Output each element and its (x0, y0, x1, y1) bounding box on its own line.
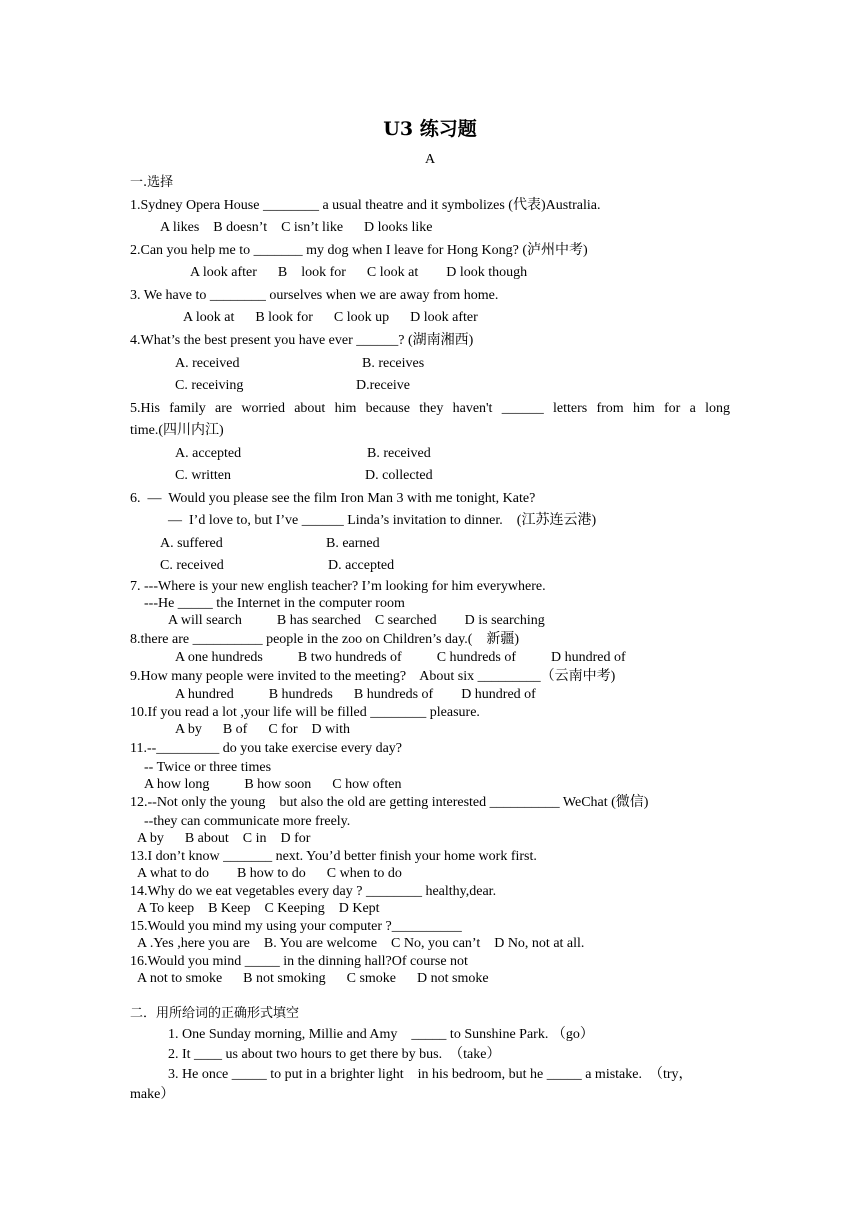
fill-question-2: 2. It ____ us about two hours to get there by bus. （take） (168, 1047, 501, 1062)
question-5-line-2: time.(四川内江) (130, 423, 224, 438)
question-7-line-2: ---He _____ the Internet in the computer room (144, 596, 405, 611)
question-9-options: A hundred B hundreds B hundreds of D hundred of (175, 687, 536, 702)
question-8-options: A one hundreds B two hundreds of C hundreds of D hundred of (175, 650, 626, 665)
fill-question-3-line-2: make） (130, 1087, 175, 1102)
fill-question-1: 1. One Sunday morning, Millie and Amy _____ to Sunshine Park. （go） (168, 1027, 594, 1042)
question-4: 4.What’s the best present you have ever ______? (湖南湘西) (130, 333, 474, 348)
question-6-line-2: — I’d love to, but I’ve ______ Linda’s invitation to dinner. (江苏连云港) (168, 513, 597, 528)
question-12-line-2: --they can communicate more freely. (144, 814, 351, 829)
question-7-line-1: 7. ---Where is your new english teacher? I’m looking for him everywhere. (130, 579, 546, 594)
question-13-options: A what to do B how to do C when to do (137, 866, 402, 881)
question-10-options: A by B of C for D with (175, 722, 350, 737)
question-14: 14.Why do we eat vegetables every day ? ________ healthy,dear. (130, 884, 497, 899)
fill-question-3-line-1: 3. He once _____ to put in a brighter light in his bedroom, but he _____ a mistake. （try， (168, 1067, 693, 1082)
question-6-option-d: D. accepted (328, 558, 395, 573)
question-3-options: A look at B look for C look up D look after (183, 310, 478, 325)
section-heading-fill-in: 二．用所给词的正确形式填空 (130, 1006, 300, 1021)
page-title: U3 练习题 (383, 118, 477, 140)
question-8: 8.there are __________ people in the zoo on Children’s day.( 新疆) (130, 632, 520, 647)
question-1: 1.Sydney Opera House ________ a usual theatre and it symbolizes (代表)Australia. (130, 198, 601, 213)
question-12-line-1: 12.--Not only the young but also the old are getting interested __________ WeChat (微信) (130, 795, 649, 810)
question-4-option-b: B. receives (362, 356, 425, 371)
question-11-line-2: -- Twice or three times (144, 760, 272, 775)
question-6-option-c: C. received (160, 558, 224, 573)
question-6-line-1: 6. — Would you please see the film Iron Man 3 with me tonight, Kate? (130, 491, 536, 506)
question-16: 16.Would you mind _____ in the dinning hall?Of course not (130, 954, 468, 969)
question-11-options: A how long B how soon C how often (144, 777, 402, 792)
question-4-option-c: C. receiving (175, 378, 244, 393)
section-heading-choice: 一.选择 (130, 175, 174, 190)
question-4-option-d: D.receive (356, 378, 411, 393)
question-10: 10.If you read a lot ,your life will be filled ________ pleasure. (130, 705, 480, 720)
question-1-options: A likes B doesn’t C isn’t like D looks like (160, 220, 433, 235)
question-6-option-b: B. earned (326, 536, 380, 551)
question-5-line-1: 5.His family are worried about him because they haven't ______ letters from him for a long (130, 401, 730, 416)
question-5-option-a: A. accepted (175, 446, 242, 461)
question-13: 13.I don’t know _______ next. You’d better finish your home work first. (130, 849, 537, 864)
question-16-options: A not to smoke B not smoking C smoke D not smoke (137, 971, 489, 986)
question-15-options: A .Yes ,here you are B. You are welcome C No, you can’t D No, not at all. (137, 936, 585, 951)
question-9: 9.How many people were invited to the meeting? About six _________（云南中考) (130, 669, 616, 684)
part-label: A (424, 152, 436, 167)
question-15: 15.Would you mind my using your computer ?__________ (130, 919, 462, 934)
question-12-options: A by B about C in D for (137, 831, 311, 846)
question-11-line-1: 11.--_________ do you take exercise every day? (130, 741, 402, 756)
question-5-option-d: D. collected (365, 468, 433, 483)
question-5-option-c: C. written (175, 468, 231, 483)
question-2: 2.Can you help me to _______ my dog when I leave for Hong Kong? (泸州中考) (130, 243, 588, 258)
question-2-options: A look after B look for C look at D look though (190, 265, 528, 280)
question-5-option-b: B. received (367, 446, 431, 461)
question-7-options: A will search B has searched C searched D is searching (168, 613, 545, 628)
question-4-option-a: A. received (175, 356, 240, 371)
question-6-option-a: A. suffered (160, 536, 223, 551)
question-3: 3. We have to ________ ourselves when we are away from home. (130, 288, 499, 303)
question-14-options: A To keep B Keep C Keeping D Kept (137, 901, 380, 916)
